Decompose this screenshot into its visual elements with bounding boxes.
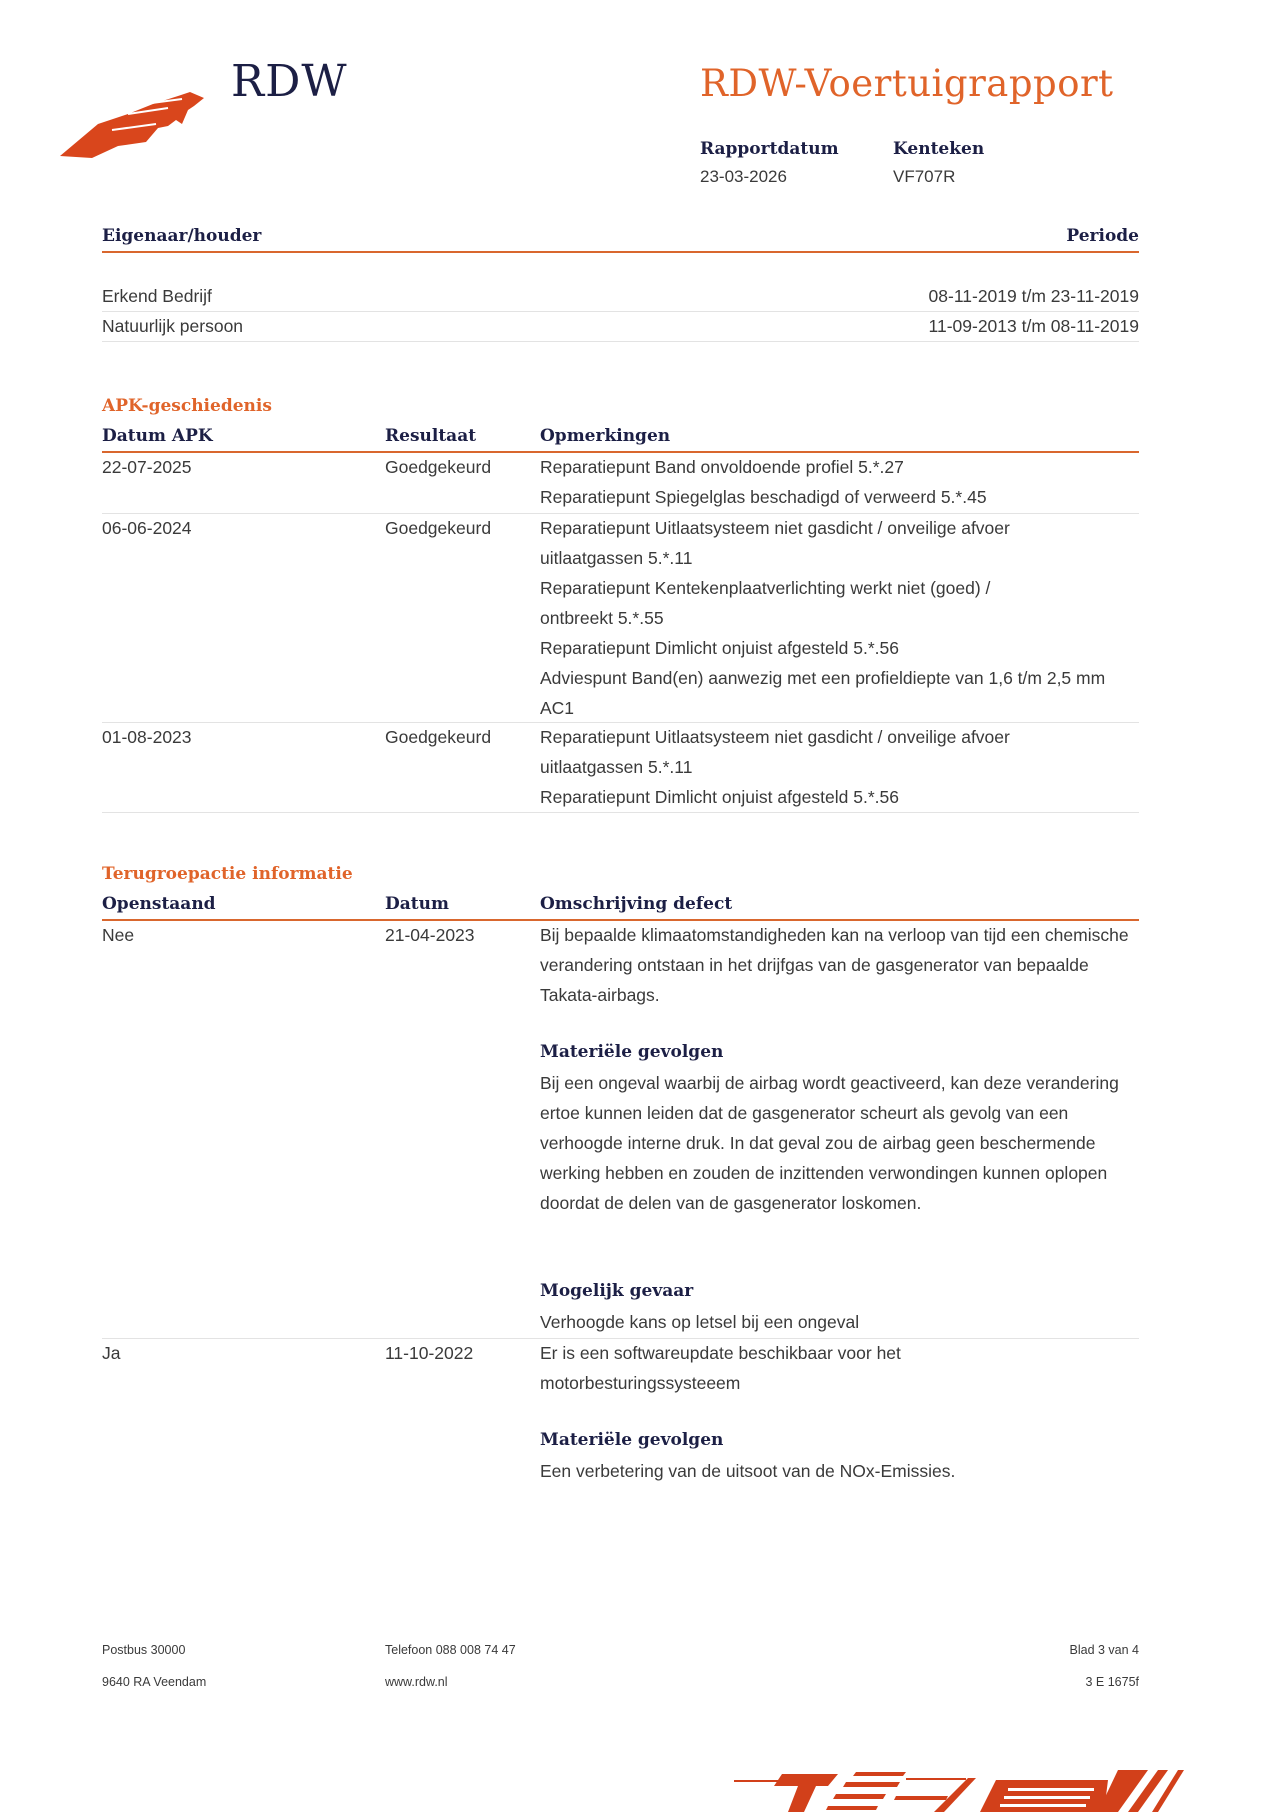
apk-remark: Reparatiepunt Uitlaatsysteem niet gasdicht / onveilige afvoer uitlaatgassen 5.*.11 — [540, 727, 1010, 777]
recall-description: Er is een softwareupdate beschikbaar voor het motorbesturingssysteeem — [540, 1343, 901, 1393]
period-cell: 08-11-2019 t/m 23-11-2019 — [928, 286, 1139, 306]
col-header-remarks: Opmerkingen — [540, 426, 671, 446]
row-divider — [102, 812, 1139, 813]
footer-page-number: Blad 3 van 4 — [1069, 1643, 1139, 1657]
apk-date: 01-08-2023 — [102, 727, 192, 747]
rdw-stripes-icon — [728, 1740, 1280, 1812]
col-header-open: Openstaand — [102, 894, 216, 914]
col-header-period: Periode — [1066, 226, 1139, 246]
section-title-apk: APK-geschiedenis — [102, 396, 272, 416]
apk-remark: Reparatiepunt Spiegelglas beschadigd of verweerd 5.*.45 — [540, 487, 987, 507]
report-date-label: Rapportdatum — [700, 139, 839, 159]
apk-result: Goedgekeurd — [385, 727, 492, 747]
row-divider — [102, 341, 1139, 342]
col-header-result: Resultaat — [385, 426, 477, 446]
header-divider — [102, 251, 1139, 253]
footer-address-line2: 9640 RA Veendam — [102, 1675, 207, 1689]
plate-value: VF707R — [893, 167, 956, 186]
footer-document-code: 3 E 1675f — [1085, 1675, 1139, 1689]
period-cell: 11-09-2013 t/m 08-11-2019 — [928, 316, 1139, 336]
owner-cell: Erkend Bedrijf — [102, 286, 212, 306]
col-header-date: Datum APK — [102, 426, 213, 446]
plate-label: Kenteken — [893, 139, 985, 159]
apk-remark: Reparatiepunt Band onvoldoende profiel 5.*.27 — [540, 457, 904, 477]
logo-text: RDW — [231, 56, 348, 107]
col-header-owner: Eigenaar/houder — [102, 226, 262, 246]
consequences-text: Bij een ongeval waarbij de airbag wordt geactiveerd, kan deze verandering ertoe kunnen leiden dat de gasgenerator scheurt als gevolg van een verhoogde interne druk. In dat geval zou de airbag geen beschermende werking hebben en zouden de inzittenden verwondingen kunnen oplopen doordat de delen van de gasgenerator loskomen. — [540, 1073, 1119, 1213]
recall-date: 21-04-2023 — [385, 925, 475, 945]
footer-address-line1: Postbus 30000 — [102, 1643, 186, 1657]
consequences-label: Materiële gevolgen — [540, 1042, 724, 1062]
apk-date: 06-06-2024 — [102, 518, 192, 538]
col-header-description: Omschrijving defect — [540, 894, 733, 914]
footer-phone: Telefoon 088 008 74 47 — [385, 1643, 516, 1657]
apk-remark: Adviespunt Band(en) aanwezig met een profieldiepte van 1,6 t/m 2,5 mm AC1 — [540, 668, 1106, 718]
footer-website-link[interactable]: www.rdw.nl — [385, 1675, 448, 1689]
recall-description: Bij bepaalde klimaatomstandigheden kan na verloop van tijd een chemische verandering ontstaan in het drijfgas van de gasgenerator van bepaalde Takata-airbags. — [540, 925, 1129, 1005]
rdw-logo-icon — [58, 84, 208, 164]
apk-remark: Reparatiepunt Dimlicht onjuist afgesteld 5.*.56 — [540, 638, 899, 658]
recall-open: Ja — [102, 1343, 121, 1363]
apk-remark: Reparatiepunt Uitlaatsysteem niet gasdicht / onveilige afvoer uitlaatgassen 5.*.11 — [540, 518, 1010, 568]
page-title: RDW-Voertuigrapport — [700, 62, 1114, 105]
recall-date: 11-10-2022 — [385, 1343, 474, 1363]
apk-result: Goedgekeurd — [385, 457, 492, 477]
recall-open: Nee — [102, 925, 135, 945]
consequences-text: Een verbetering van de uitsoot van de NOx-Emissies. — [540, 1461, 956, 1481]
apk-date: 22-07-2025 — [102, 457, 192, 477]
section-title-recall: Terugroepactie informatie — [102, 864, 353, 884]
owner-cell: Natuurlijk persoon — [102, 316, 244, 336]
report-date-value: 23-03-2026 — [700, 167, 787, 186]
apk-remark: Reparatiepunt Dimlicht onjuist afgesteld 5.*.56 — [540, 787, 899, 807]
apk-result: Goedgekeurd — [385, 518, 492, 538]
consequences-label: Materiële gevolgen — [540, 1430, 724, 1450]
danger-label: Mogelijk gevaar — [540, 1281, 694, 1301]
apk-remark: Reparatiepunt Kentekenplaatverlichting werkt niet (goed) / ontbreekt 5.*.55 — [540, 578, 991, 628]
danger-text: Verhoogde kans op letsel bij een ongeval — [540, 1312, 860, 1332]
col-header-date: Datum — [385, 894, 449, 914]
